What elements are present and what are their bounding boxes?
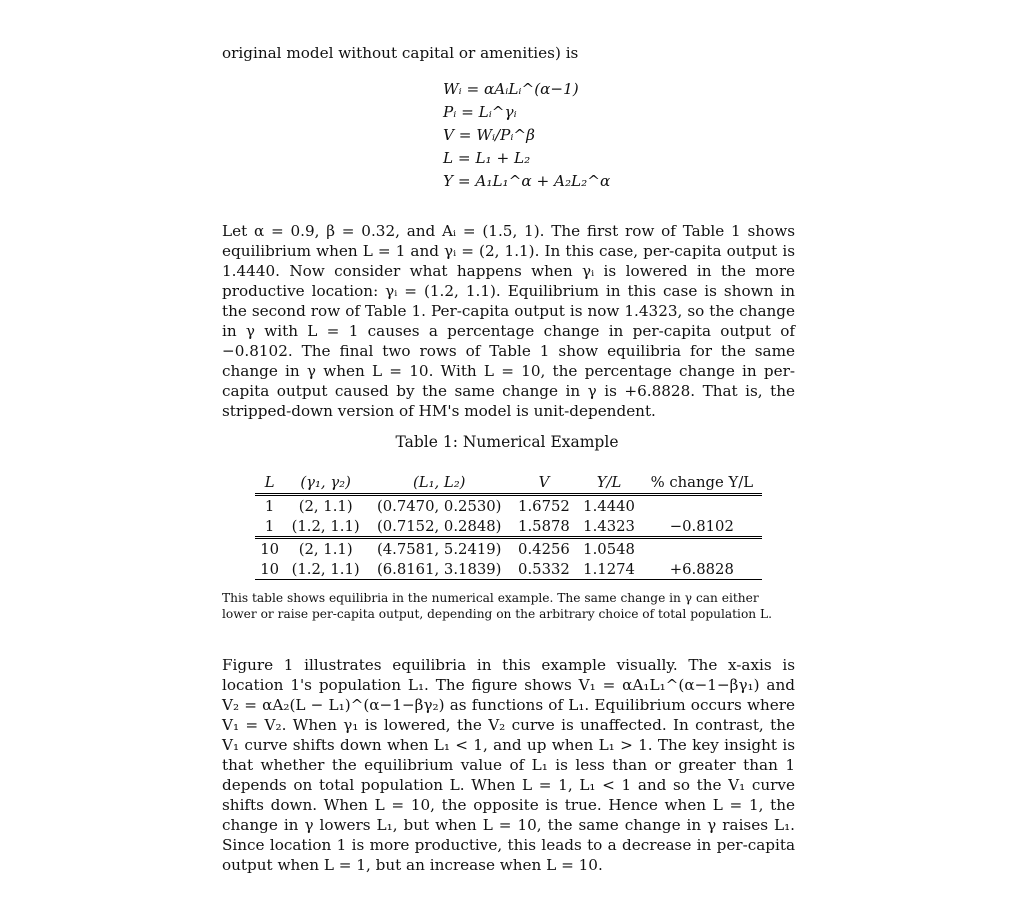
table-row bbox=[255, 516, 762, 538]
header-YL: Y/L bbox=[577, 471, 642, 495]
header-populations: (L₁, L₂) bbox=[367, 471, 511, 495]
cell: 10 bbox=[260, 540, 280, 558]
cell: 1.4440 bbox=[583, 497, 635, 515]
table-row bbox=[255, 538, 762, 560]
header-V: V bbox=[511, 471, 576, 495]
intro-text: original model without capital or amenities) is bbox=[222, 44, 579, 62]
table-row bbox=[255, 559, 762, 580]
header-L: L bbox=[255, 471, 284, 495]
equation-block bbox=[443, 78, 610, 193]
equation-price: Pᵢ = Lᵢ^γᵢ bbox=[443, 103, 517, 121]
cell: (1.2, 1.1) bbox=[284, 559, 367, 580]
cell: (2, 1.1) bbox=[298, 540, 353, 558]
cell bbox=[642, 538, 762, 560]
cell: (2, 1.1) bbox=[298, 497, 353, 515]
cell: −0.8102 bbox=[642, 516, 762, 538]
cell: +6.8828 bbox=[642, 559, 762, 580]
numerical-table bbox=[255, 471, 762, 580]
equation-utility: V = Wᵢ/Pᵢ^β bbox=[443, 126, 535, 144]
cell: 1.6752 bbox=[518, 497, 570, 515]
cell: 0.4256 bbox=[518, 540, 570, 558]
cell: 10 bbox=[255, 559, 284, 580]
cell: (1.2, 1.1) bbox=[284, 516, 367, 538]
cell: 1.0548 bbox=[583, 540, 635, 558]
cell: (0.7470, 0.2530) bbox=[376, 497, 502, 515]
header-change: % change Y/L bbox=[642, 471, 762, 495]
cell: (0.7152, 0.2848) bbox=[367, 516, 511, 538]
table-header-row bbox=[255, 471, 762, 495]
equation-wage: Wᵢ = αAᵢLᵢ^(α−1) bbox=[443, 80, 579, 98]
cell: (4.7581, 5.2419) bbox=[376, 540, 502, 558]
cell: 0.5332 bbox=[511, 559, 576, 580]
table-row bbox=[255, 495, 762, 517]
header-gamma: (γ₁, γ₂) bbox=[284, 471, 367, 495]
paragraph-2: Figure 1 illustrates equilibria in this example visually. The x-axis is location 1's population L₁. The figure shows V₁ = αA₁L₁^(α−1−βγ₁) and V₂ = αA₂(L − L₁)^(α−1−βγ₂) as functions of L₁. Equilibrium occurs where V₁ = V₂. When γ₁ is lowered, the V₂ curve is unaffected. In contrast, the V₁ curve shifts down when L₁ < 1, and up when L₁ > 1. The key insight is that whether the equilibrium value of L₁ is less than or greater than 1 depends on total population L. When L = 1, L₁ < 1 and so the V₁ curve shifts down. When L = 10, the opposite is true. Hence when L = 1, the change in γ lowers L₁, but when L = 10, the same change in γ raises L₁. Since location 1 is more productive, this leads to a decrease in per-capita output when L = 1, but an increase when L = 10. bbox=[222, 656, 795, 874]
equation-population: L = L₁ + L₂ bbox=[443, 149, 531, 167]
paragraph-1: Let α = 0.9, β = 0.32, and Aᵢ = (1.5, 1). The first row of Table 1 shows equilibrium when L = 1 and γᵢ = (2, 1.1). In this case, per-capita output is 1.4440. Now consider what happens when γᵢ is lowered in the more productive location: γᵢ = (1.2, 1.1). Equilibrium in this case is shown in the second row of Table 1. Per-capita output is now 1.4323, so the change in γ with L = 1 causes a percentage change in per-capita output of −0.8102. The final two rows of Table 1 show equilibria for the same change in γ when L = 10. With L = 10, the percentage change in per-capita output caused by the same change in γ is +6.8828. That is, the stripped-down version of HM's model is unit-dependent. bbox=[222, 222, 795, 420]
cell: 1 bbox=[255, 516, 284, 538]
equation-output: Y = A₁L₁^α + A₂L₂^α bbox=[443, 172, 611, 190]
cell: 1.5878 bbox=[511, 516, 576, 538]
table-note: This table shows equilibria in the numerical example. The same change in γ can either lower or raise per-capita output, depending on the arbitrary choice of total population L. bbox=[222, 591, 772, 621]
cell: 1.1274 bbox=[577, 559, 642, 580]
cell: (6.8161, 3.1839) bbox=[367, 559, 511, 580]
cell: 1 bbox=[264, 497, 275, 515]
cell bbox=[642, 495, 762, 517]
table-caption: Table 1: Numerical Example bbox=[395, 433, 619, 451]
cell: 1.4323 bbox=[577, 516, 642, 538]
